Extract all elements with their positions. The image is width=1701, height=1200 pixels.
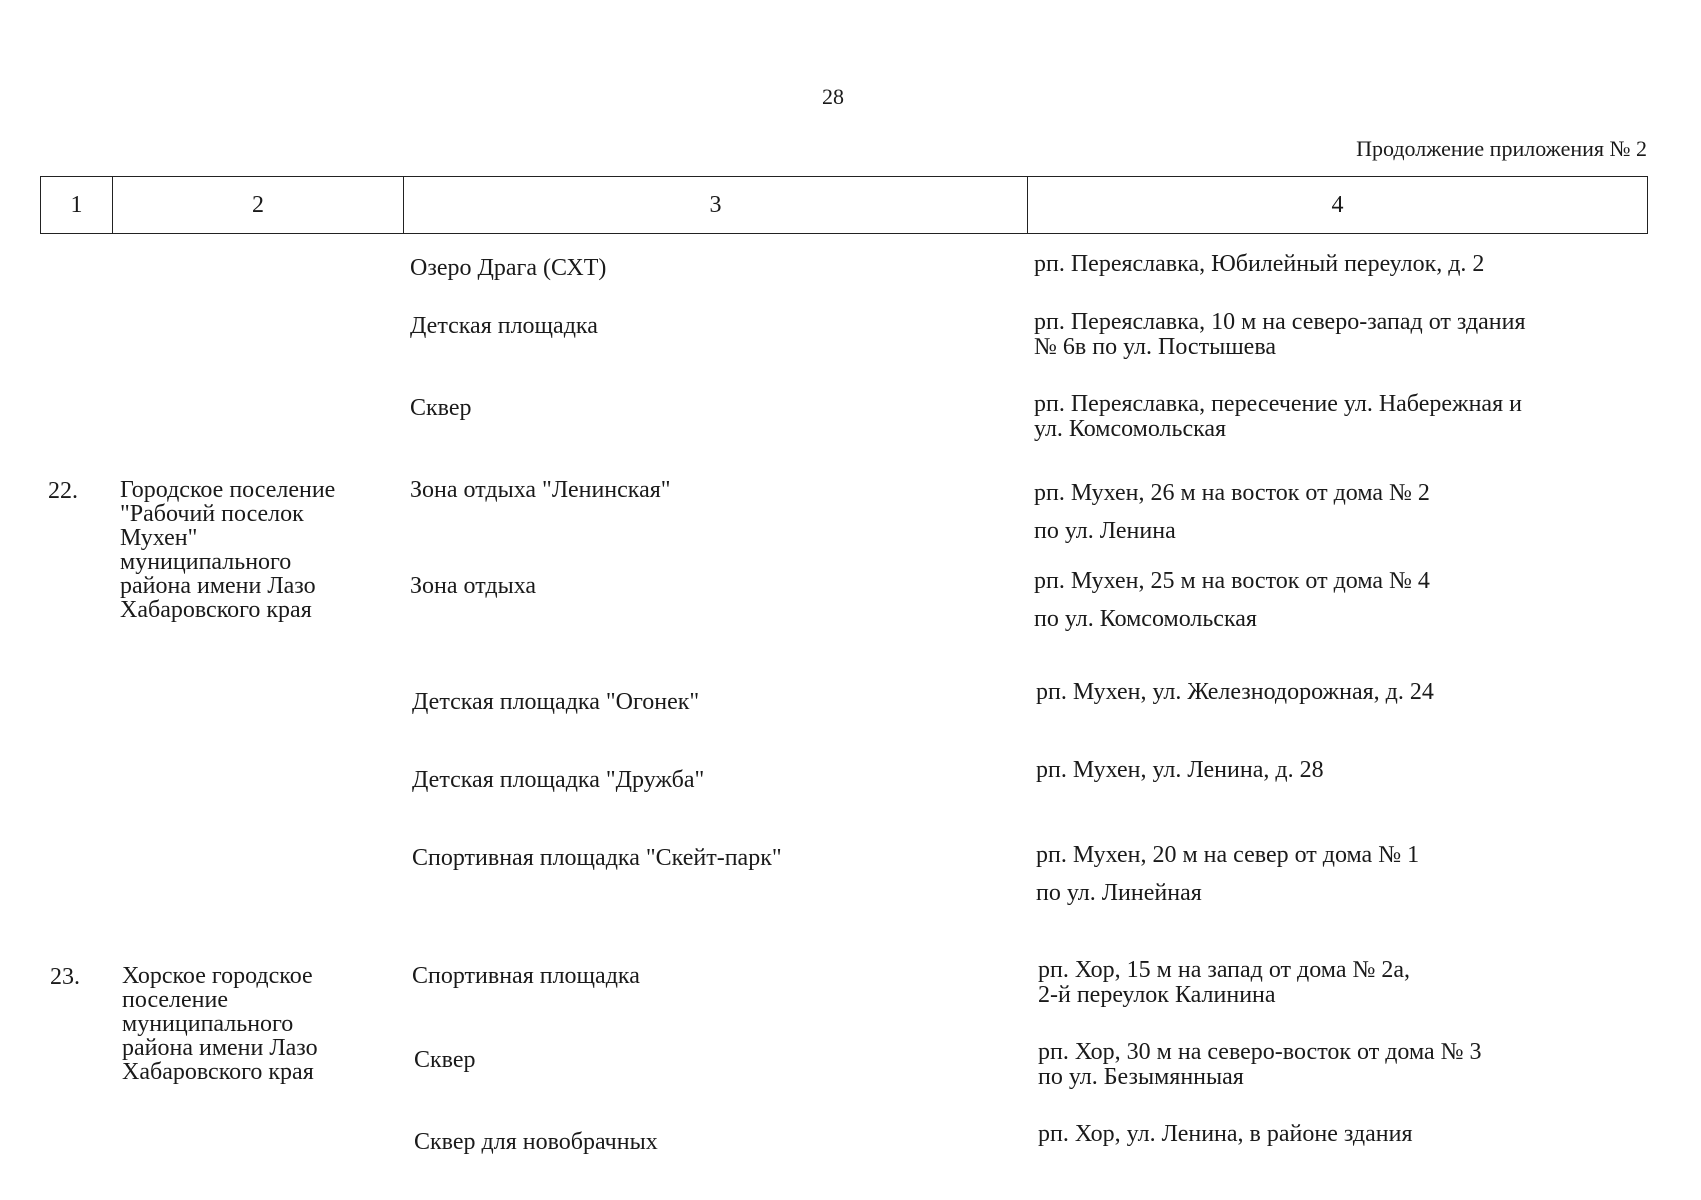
address-line: по ул. Ленина — [1034, 518, 1176, 544]
row-number-22: 22. — [48, 478, 78, 504]
address-line: по ул. Комсомольская — [1034, 606, 1257, 632]
object-name: Детская площадка "Дружба" — [412, 767, 705, 793]
address-line: № 6в по ул. Постышева — [1034, 334, 1276, 360]
municipality-line: Мухен" — [120, 525, 198, 551]
address-line: рп. Переяславка, Юбилейный переулок, д. 2 — [1034, 251, 1485, 277]
object-address — [1034, 310, 1526, 360]
object-address — [1036, 758, 1324, 783]
header-col-4: 4 — [1331, 191, 1344, 218]
object-address — [1038, 958, 1410, 1008]
municipality-line: Хорское городское — [122, 963, 313, 989]
object-name: Сквер — [410, 395, 472, 421]
header-col-1: 1 — [41, 177, 113, 233]
object-address — [1034, 252, 1484, 277]
object-address — [1036, 680, 1434, 705]
address-line: ул. Комсомольская — [1034, 416, 1227, 442]
municipality-line: муниципального — [122, 1011, 294, 1037]
object-name: Спортивная площадка "Скейт-парк" — [412, 845, 782, 871]
object-address — [1034, 392, 1522, 442]
municipality-line: Хабаровского края — [120, 597, 312, 623]
object-name: Спортивная площадка — [412, 963, 640, 989]
address-line: по ул. Линейная — [1036, 880, 1202, 906]
object-address — [1036, 836, 1419, 912]
address-line: рп. Хор, ул. Ленина, в районе здания — [1038, 1121, 1413, 1147]
object-address — [1038, 1040, 1482, 1090]
object-address — [1038, 1122, 1413, 1147]
object-name: Зона отдыха "Ленинская" — [410, 477, 671, 503]
object-name: Детская площадка — [410, 313, 598, 339]
header-col-3: 3 — [404, 177, 1028, 233]
municipality-line: поселение — [122, 987, 229, 1013]
continuation-label: Продолжение приложения № 2 — [1356, 136, 1647, 161]
municipality-name-23 — [122, 964, 318, 1084]
address-line: рп. Хор, 30 м на северо-восток от дома № 3 — [1038, 1039, 1482, 1065]
address-line: рп. Переяславка, 10 м на северо-запад от здания — [1034, 309, 1526, 335]
municipality-name-22 — [120, 478, 335, 622]
row-number-23: 23. — [50, 964, 80, 990]
header-col-2: 2 — [113, 177, 404, 233]
municipality-line: района имени Лазо — [122, 1035, 318, 1061]
address-line: рп. Мухен, 20 м на север от дома № 1 — [1036, 842, 1420, 868]
address-line: 2-й переулок Калинина — [1038, 982, 1276, 1008]
object-name: Сквер для новобрачных — [414, 1129, 658, 1155]
address-line: рп. Хор, 15 м на запад от дома № 2а, — [1038, 957, 1411, 983]
header-table — [40, 176, 1648, 234]
object-name: Зона отдыха — [410, 573, 537, 599]
address-line: рп. Мухен, ул. Ленина, д. 28 — [1036, 757, 1324, 783]
object-address — [1034, 562, 1430, 638]
address-line: рп. Мухен, ул. Железнодорожная, д. 24 — [1036, 679, 1434, 705]
address-line: рп. Мухен, 26 м на восток от дома № 2 — [1034, 480, 1430, 506]
address-line: рп. Переяславка, пересечение ул. Набережная и — [1034, 391, 1522, 417]
municipality-line: Хабаровского края — [122, 1059, 314, 1085]
page-number: 28 — [822, 84, 844, 109]
municipality-line: "Рабочий поселок — [120, 501, 304, 527]
object-name: Озеро Драга (СХТ) — [410, 255, 607, 281]
object-address — [1034, 474, 1430, 550]
municipality-line: муниципального — [120, 549, 292, 575]
municipality-line: района имени Лазо — [120, 573, 316, 599]
address-line: рп. Мухен, 25 м на восток от дома № 4 — [1034, 568, 1430, 594]
object-name: Сквер — [414, 1047, 476, 1073]
object-name: Детская площадка "Огонек" — [412, 689, 700, 715]
municipality-line: Городское поселение — [120, 477, 336, 503]
address-line: по ул. Безымянныая — [1038, 1064, 1244, 1090]
